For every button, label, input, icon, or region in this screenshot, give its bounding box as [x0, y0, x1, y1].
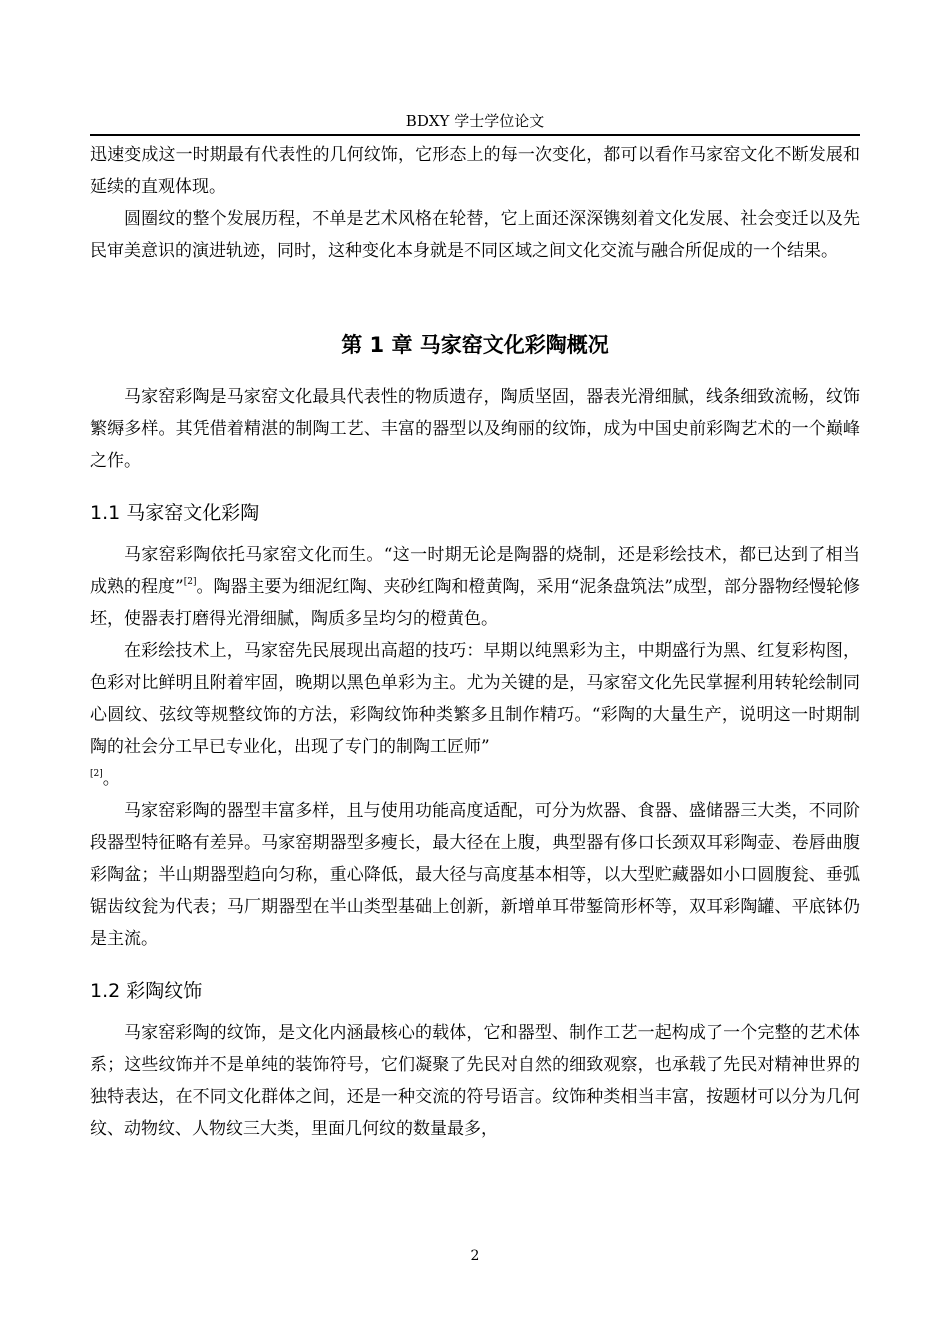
paragraph-text: 。	[102, 769, 120, 789]
paragraph-text: 在彩绘技术上，马家窑先民展现出高超的技巧：早期以纯黑彩为主，中期盛行为黑、红复彩构图，色彩对比鲜明且附着牢固，晚期以黑色单彩为主。尤为关键的是，马家窑文化先民掌握利用转轮绘制同心圆纹、弦纹等规整纹饰的方法，彩陶纹饰种类繁多且制作精巧。“彩陶的大量生产，说明这一时期制陶的社会分工早已专业化，出现了专门的制陶工匠师”	[90, 641, 860, 757]
chapter-title: 第 1 章 马家窑文化彩陶概况	[341, 333, 609, 357]
spacer	[90, 1007, 860, 1017]
spacer	[90, 267, 860, 329]
section-1-2-paragraph-1: 马家窑彩陶的纹饰，是文化内涵最核心的载体，它和器型、制作工艺一起构成了一个完整的艺术体系；这些纹饰并不是单纯的装饰符号，它们凝聚了先民对自然的细致观察，也承载了先民对精神世界的独特表达，在不同文化群体之间，还是一种交流的符号语言。纹饰种类相当丰富，按题材可以分为几何纹、动物纹、人物纹三大类，里面几何纹的数量最多，	[90, 1023, 860, 1139]
header-rule	[90, 134, 860, 136]
section-1-1-paragraph-1	[90, 539, 860, 635]
page-number: 2	[470, 1248, 480, 1264]
spacer	[90, 955, 860, 975]
citation-reference: [2]	[90, 769, 103, 779]
spacer	[90, 529, 860, 539]
paragraph-text: 。陶器主要为细泥红陶、夹砂红陶和橙黄陶，采用“泥条盘筑法”成型，部分器物经慢轮修坯，使器表打磨得光滑细腻，陶质多呈均匀的橙黄色。	[90, 577, 860, 629]
spacer	[90, 361, 860, 381]
section-1-1-paragraph-3: 马家窑彩陶的器型丰富多样，且与使用功能高度适配，可分为炊器、食器、盛储器三大类，不同阶段器型特征略有差异。马家窑期器型多瘦长，最大径在上腹，典型器有侈口长颈双耳彩陶壶、卷唇曲腹彩陶盆；半山期器型趋向匀称，重心降低，最大径与高度基本相等，以大型贮藏器如小口圆腹瓮、垂弧锯齿纹瓮为代表；马厂期器型在半山类型基础上创新，新增单耳带錾筒形杯等，双耳彩陶罐、平底钵仍是主流。	[90, 801, 860, 949]
section-1-1-paragraph-2	[90, 635, 860, 795]
citation-reference: [2]	[183, 577, 197, 587]
intro-paragraph-continued: 迅速变成这一时期最有代表性的几何纹饰，它形态上的每一次变化，都可以看作马家窑文化不断发展和延续的直观体现。	[90, 145, 860, 197]
intro-paragraph: 圆圈纹的整个发展历程，不单是艺术风格在轮替，它上面还深深镌刻着文化发展、社会变迁以及先民审美意识的演进轨迹，同时，这种变化本身就是不同区域之间文化交流与融合所促成的一个结果。	[90, 209, 860, 261]
spacer	[90, 477, 860, 497]
section-1-2-title: 1.2 彩陶纹饰	[90, 980, 203, 1002]
chapter-intro-paragraph: 马家窑彩陶是马家窑文化最具代表性的物质遗存，陶质坚固，器表光滑细腻，线条细致流畅，纹饰繁缛多样。其凭借着精湛的制陶工艺、丰富的器型以及绚丽的纹饰，成为中国史前彩陶艺术的一个巅峰之作。	[90, 387, 860, 471]
running-header: BDXY 学士学位论文	[405, 112, 545, 130]
section-1-1-title: 1.1 马家窑文化彩陶	[90, 502, 260, 524]
page-body	[90, 139, 860, 1145]
paragraph-text: 马家窑彩陶依托马家窑文化而生。“这一时期无论是陶器的烧制，还是彩绘技术，都已达到了相当成熟的程度”	[90, 545, 860, 597]
